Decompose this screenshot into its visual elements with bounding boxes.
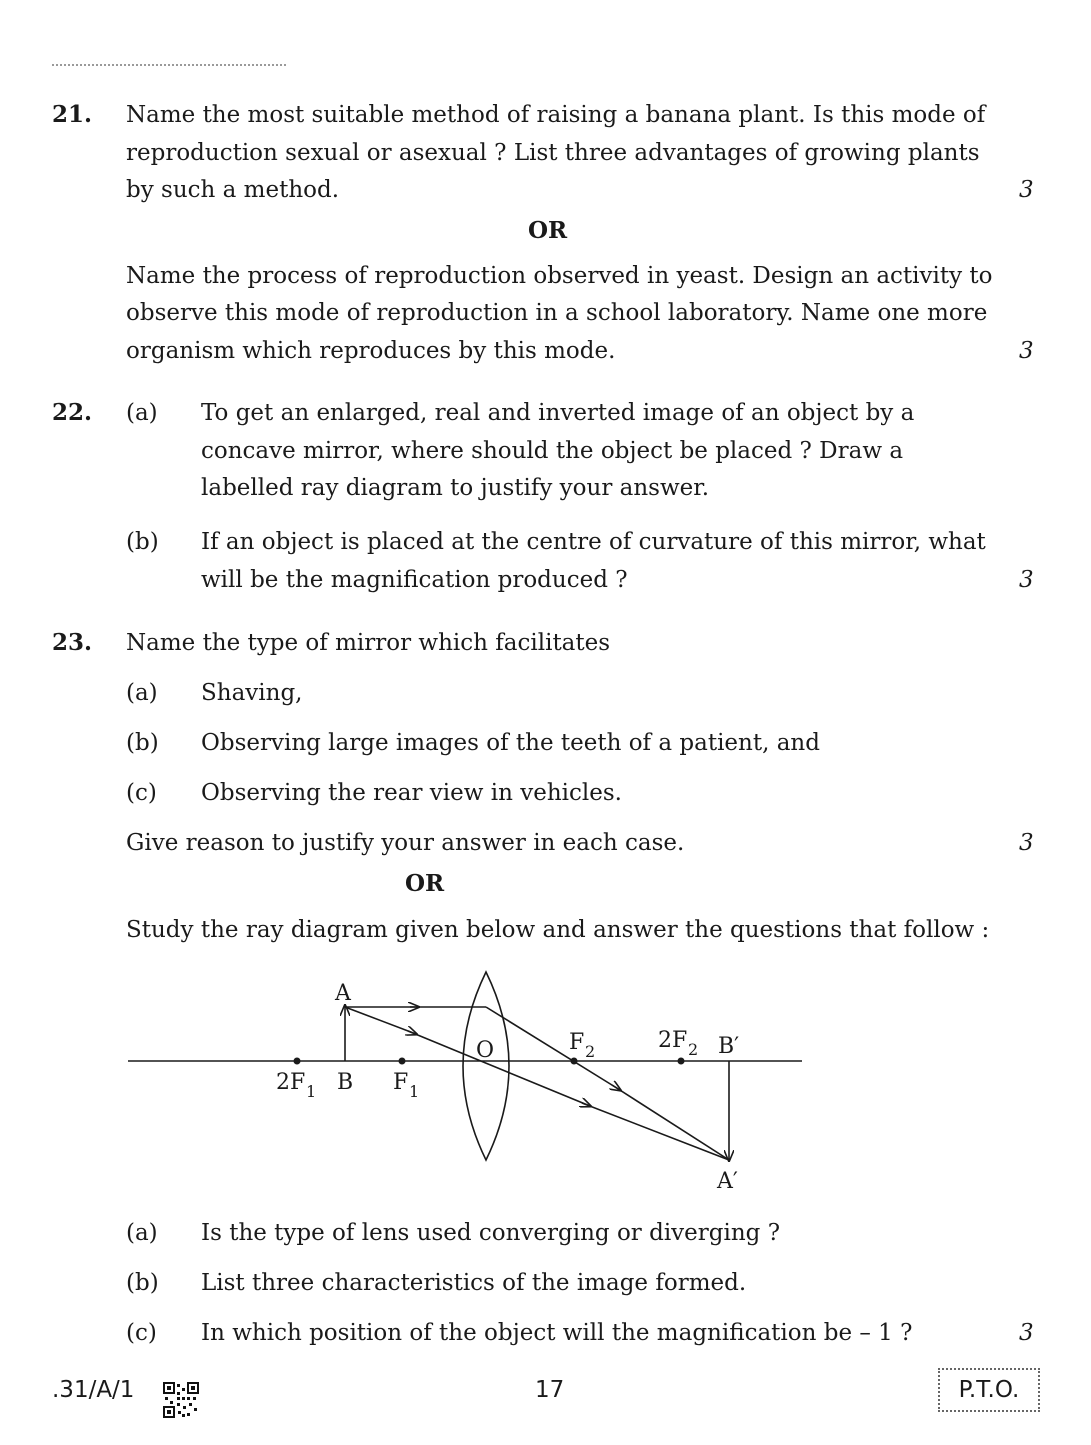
question-23-item-a-text: Shaving, xyxy=(201,680,303,706)
label-2f1-sub: 1 xyxy=(306,1082,317,1101)
question-23-study: Study the ray diagram given below and answer the questions that follow : xyxy=(126,917,990,943)
question-22-b-label: (b) xyxy=(126,529,159,555)
pto-box xyxy=(938,1368,1040,1412)
sub-question-c-text: In which position of the object will the magnification be – 1 ? xyxy=(201,1320,913,1346)
question-21-line-3: by such a method. xyxy=(126,177,340,203)
question-23-or: OR xyxy=(405,870,445,897)
question-21-or: OR xyxy=(528,217,568,244)
point-2f1 xyxy=(294,1058,301,1065)
pto-label: P.T.O. xyxy=(958,1377,1020,1403)
question-23-item-a-label: (a) xyxy=(126,680,158,706)
label-f2: F xyxy=(569,1030,585,1055)
convex-lens xyxy=(463,972,509,1160)
ray-centre-arrow-1 xyxy=(345,1007,416,1034)
question-21-line-2: reproduction sexual or asexual ? List three advantages of growing plants xyxy=(126,140,980,166)
label-o: O xyxy=(476,1038,495,1063)
question-23-intro: Name the type of mirror which facilitates xyxy=(126,630,611,656)
question-21-alt-marks: 3 xyxy=(1019,338,1034,364)
sub-question-c-label: (c) xyxy=(126,1320,157,1346)
label-2f2: 2F xyxy=(658,1028,688,1053)
label-2f2-sub: 2 xyxy=(688,1040,699,1059)
question-22-a-line-2: concave mirror, where should the object be placed ? Draw a xyxy=(201,438,904,464)
question-23-item-c-text: Observing the rear view in vehicles. xyxy=(201,780,622,806)
label-b-prime: B′ xyxy=(718,1034,740,1059)
question-23-marks: 3 xyxy=(1019,830,1034,856)
ray-refracted-arrow xyxy=(486,1007,620,1090)
question-23-item-b-label: (b) xyxy=(126,730,159,756)
ray-refracted xyxy=(612,1085,729,1160)
question-22-a-line-1: To get an enlarged, real and inverted image of an object by a xyxy=(201,400,915,426)
question-21-number: 21. xyxy=(52,101,93,128)
label-f2-sub: 2 xyxy=(585,1042,596,1061)
label-2f1: 2F xyxy=(276,1070,306,1095)
point-f2 xyxy=(571,1058,578,1065)
label-f1: F xyxy=(393,1070,409,1095)
qr-code-icon xyxy=(163,1382,199,1418)
label-a: A xyxy=(335,981,351,1006)
question-22-a-label: (a) xyxy=(126,400,158,426)
question-21-alt-line-3: organism which reproduces by this mode. xyxy=(126,338,616,364)
label-f1-sub: 1 xyxy=(409,1082,420,1101)
question-22-marks: 3 xyxy=(1019,567,1034,593)
point-f1 xyxy=(399,1058,406,1065)
ray-diagram xyxy=(0,960,1091,1200)
sub-question-a-label: (a) xyxy=(126,1220,158,1246)
question-21-marks: 3 xyxy=(1019,177,1034,203)
question-22-b-line-2: will be the magnification produced ? xyxy=(201,567,628,593)
question-21-alt-line-1: Name the process of reproduction observed in yeast. Design an activity to xyxy=(126,263,993,289)
question-23-number: 23. xyxy=(52,629,93,656)
page-number: 17 xyxy=(535,1377,565,1403)
question-23-item-b-text: Observing large images of the teeth of a patient, and xyxy=(201,730,820,756)
sub-question-b-label: (b) xyxy=(126,1270,159,1296)
question-21-line-1: Name the most suitable method of raising a banana plant. Is this mode of xyxy=(126,102,986,128)
footer-code: .31/A/1 xyxy=(52,1377,135,1403)
point-2f2 xyxy=(678,1058,685,1065)
label-a-prime: A′ xyxy=(717,1169,738,1194)
question-23-item-c-label: (c) xyxy=(126,780,157,806)
question-23-reason: Give reason to justify your answer in each case. xyxy=(126,830,685,856)
question-22-a-line-3: labelled ray diagram to justify your answer. xyxy=(201,475,710,501)
question-22-b-line-1: If an object is placed at the centre of curvature of this mirror, what xyxy=(201,529,986,555)
sub-question-b-text: List three characteristics of the image formed. xyxy=(201,1270,747,1296)
label-b: B xyxy=(337,1070,354,1095)
sub-question-marks: 3 xyxy=(1019,1320,1034,1346)
top-dotted-line xyxy=(52,64,286,66)
question-22-number: 22. xyxy=(52,399,93,426)
sub-question-a-text: Is the type of lens used converging or diverging ? xyxy=(201,1220,781,1246)
question-21-alt-line-2: observe this mode of reproduction in a school laboratory. Name one more xyxy=(126,300,988,326)
ray-centre-arrow-2 xyxy=(408,1031,590,1106)
ray-centre xyxy=(582,1103,729,1160)
